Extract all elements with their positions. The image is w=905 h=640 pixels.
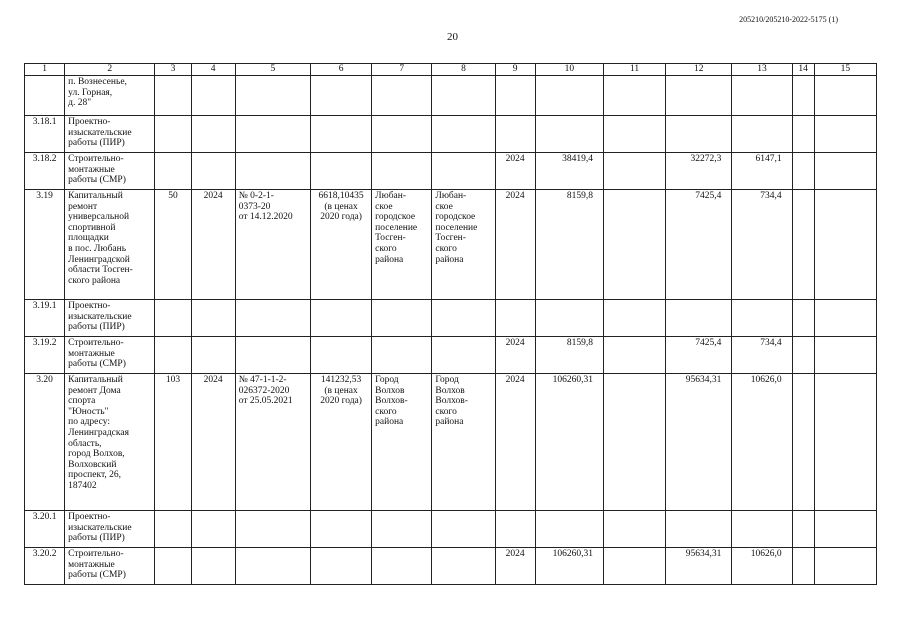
column-header-7: 7 <box>372 64 432 76</box>
table-cell-col-4 <box>191 511 235 548</box>
table-cell-col-11 <box>603 337 665 374</box>
table-cell-col-14 <box>792 300 814 337</box>
table-cell-col-12: 7425,4 <box>666 337 732 374</box>
table-cell-col-7 <box>372 116 432 153</box>
column-header-3: 3 <box>155 64 191 76</box>
table-cell-col-6 <box>310 548 371 585</box>
table-cell-col-12: 7425,4 <box>666 190 732 300</box>
table-cell-col-12 <box>666 116 732 153</box>
table-cell-col-9 <box>495 116 535 153</box>
table-cell-col-14 <box>792 374 814 511</box>
table-cell-col-4 <box>191 337 235 374</box>
table-row <box>25 190 877 300</box>
table-cell-col-2: Строительно- монтажные работы (СМР) <box>65 153 155 190</box>
table-cell-col-1 <box>25 76 65 116</box>
document-id: 205210/205210-2022-5175 (1) <box>739 15 838 24</box>
table-cell-col-1: 3.19 <box>25 190 65 300</box>
table-cell-col-11 <box>603 511 665 548</box>
table-cell-col-8 <box>432 153 495 190</box>
table-cell-col-12 <box>666 511 732 548</box>
column-header-8: 8 <box>432 64 495 76</box>
table-cell-col-1: 3.19.2 <box>25 337 65 374</box>
table-cell-col-13 <box>732 76 792 116</box>
table-cell-col-7 <box>372 300 432 337</box>
table-cell-col-4 <box>191 116 235 153</box>
table-cell-col-14 <box>792 190 814 300</box>
table-cell-col-5 <box>235 300 310 337</box>
header-row <box>25 64 877 76</box>
table-cell-col-3 <box>155 153 191 190</box>
table-cell-col-4 <box>191 548 235 585</box>
table-cell-col-8: Любан- ское городское поселение Тосген- ского района <box>432 190 495 300</box>
data-table <box>24 63 877 585</box>
table-cell-col-8 <box>432 116 495 153</box>
table-cell-col-15 <box>814 548 876 585</box>
table-cell-col-3 <box>155 548 191 585</box>
page-number: 20 <box>447 31 458 43</box>
table-cell-col-5: № 0-2-1- 0373-20 от 14.12.2020 <box>235 190 310 300</box>
table-cell-col-12: 95634,31 <box>666 548 732 585</box>
table-cell-col-14 <box>792 116 814 153</box>
table-cell-col-15 <box>814 511 876 548</box>
table-cell-col-7 <box>372 511 432 548</box>
table-cell-col-13 <box>732 300 792 337</box>
table-cell-col-5 <box>235 153 310 190</box>
table-cell-col-9: 2024 <box>495 548 535 585</box>
table-cell-col-14 <box>792 548 814 585</box>
table-cell-col-9 <box>495 511 535 548</box>
table-cell-col-7 <box>372 548 432 585</box>
table-cell-col-5 <box>235 116 310 153</box>
table-cell-col-13: 734,4 <box>732 337 792 374</box>
table-cell-col-9: 2024 <box>495 153 535 190</box>
table-cell-col-2: Проектно- изыскательские работы (ПИР) <box>65 511 155 548</box>
table-cell-col-5: № 47-1-1-2- 026372-2020 от 25.05.2021 <box>235 374 310 511</box>
table-cell-col-11 <box>603 548 665 585</box>
table-cell-col-15 <box>814 116 876 153</box>
table-cell-col-6 <box>310 116 371 153</box>
column-header-11: 11 <box>603 64 665 76</box>
table-cell-col-9: 2024 <box>495 374 535 511</box>
table-cell-col-5 <box>235 337 310 374</box>
table-cell-col-12 <box>666 300 732 337</box>
table-row <box>25 548 877 585</box>
column-header-1: 1 <box>25 64 65 76</box>
table-cell-col-4 <box>191 153 235 190</box>
column-header-15: 15 <box>814 64 876 76</box>
table-cell-col-14 <box>792 76 814 116</box>
table-cell-col-8 <box>432 76 495 116</box>
table-cell-col-7 <box>372 76 432 116</box>
table-cell-col-4: 2024 <box>191 190 235 300</box>
table-cell-col-3 <box>155 76 191 116</box>
table-cell-col-6 <box>310 300 371 337</box>
table-cell-col-10: 8159,8 <box>535 337 603 374</box>
table-cell-col-4 <box>191 76 235 116</box>
table-cell-col-10 <box>535 511 603 548</box>
table-cell-col-6 <box>310 511 371 548</box>
table-cell-col-9 <box>495 300 535 337</box>
table-cell-col-10: 8159,8 <box>535 190 603 300</box>
table-cell-col-10: 38419,4 <box>535 153 603 190</box>
table-cell-col-10 <box>535 76 603 116</box>
table-cell-col-10: 106260,31 <box>535 548 603 585</box>
table-cell-col-2: Строительно- монтажные работы (СМР) <box>65 548 155 585</box>
table-cell-col-5 <box>235 511 310 548</box>
table-cell-col-1: 3.19.1 <box>25 300 65 337</box>
table-cell-col-13: 10626,0 <box>732 374 792 511</box>
table-cell-col-5 <box>235 76 310 116</box>
table-cell-col-11 <box>603 153 665 190</box>
table-row <box>25 153 877 190</box>
table-cell-col-2: Проектно- изыскательские работы (ПИР) <box>65 116 155 153</box>
table-cell-col-6: 141232,53 (в ценах 2020 года) <box>310 374 371 511</box>
table-cell-col-2: Капитальный ремонт универсальной спортивной площадки в пос. Любань Ленинградской области Тосген- ского района <box>65 190 155 300</box>
table-cell-col-8 <box>432 511 495 548</box>
table-cell-col-4 <box>191 300 235 337</box>
table-cell-col-3 <box>155 116 191 153</box>
table-cell-col-10 <box>535 300 603 337</box>
table-row <box>25 374 877 511</box>
table-cell-col-3 <box>155 300 191 337</box>
table-cell-col-4: 2024 <box>191 374 235 511</box>
table-cell-col-6 <box>310 337 371 374</box>
table-cell-col-9: 2024 <box>495 190 535 300</box>
column-header-5: 5 <box>235 64 310 76</box>
table-cell-col-8: Город Волхов Волхов- ского района <box>432 374 495 511</box>
table-cell-col-6 <box>310 153 371 190</box>
table-cell-col-7 <box>372 337 432 374</box>
table-cell-col-6: 6618,10435 (в ценах 2020 года) <box>310 190 371 300</box>
table-cell-col-15 <box>814 374 876 511</box>
table-cell-col-15 <box>814 190 876 300</box>
table-cell-col-2: Капитальный ремонт Дома спорта "Юность" по адресу: Ленинградская область, город Волхов, Волховский проспект, 26, 187402 <box>65 374 155 511</box>
table-cell-col-11 <box>603 76 665 116</box>
table-cell-col-8 <box>432 548 495 585</box>
table-cell-col-3 <box>155 511 191 548</box>
column-header-12: 12 <box>666 64 732 76</box>
table-cell-col-1: 3.20.1 <box>25 511 65 548</box>
table-cell-col-13: 6147,1 <box>732 153 792 190</box>
table-cell-col-2: Строительно- монтажные работы (СМР) <box>65 337 155 374</box>
table-cell-col-14 <box>792 337 814 374</box>
table-cell-col-5 <box>235 548 310 585</box>
table-cell-col-11 <box>603 374 665 511</box>
table-cell-col-7: Любан- ское городское поселение Тосген- ского района <box>372 190 432 300</box>
table-cell-col-15 <box>814 337 876 374</box>
table-cell-col-2: Проектно- изыскательские работы (ПИР) <box>65 300 155 337</box>
table-row <box>25 300 877 337</box>
table-cell-col-8 <box>432 337 495 374</box>
table-cell-col-10: 106260,31 <box>535 374 603 511</box>
column-header-13: 13 <box>732 64 792 76</box>
table-cell-col-14 <box>792 153 814 190</box>
column-header-9: 9 <box>495 64 535 76</box>
table-cell-col-1: 3.18.2 <box>25 153 65 190</box>
table-cell-col-10 <box>535 116 603 153</box>
table-cell-col-15 <box>814 153 876 190</box>
table-cell-col-15 <box>814 300 876 337</box>
table-cell-col-14 <box>792 511 814 548</box>
table-cell-col-12 <box>666 76 732 116</box>
table-cell-col-3 <box>155 337 191 374</box>
table-cell-col-8 <box>432 300 495 337</box>
table-cell-col-7 <box>372 153 432 190</box>
table-cell-col-12: 32272,3 <box>666 153 732 190</box>
table-cell-col-11 <box>603 116 665 153</box>
table-cell-col-13 <box>732 116 792 153</box>
table-row <box>25 511 877 548</box>
table-cell-col-2: п. Вознесенье, ул. Горная, д. 28" <box>65 76 155 116</box>
table-cell-col-11 <box>603 300 665 337</box>
table-cell-col-1: 3.20 <box>25 374 65 511</box>
table-row <box>25 337 877 374</box>
column-header-4: 4 <box>191 64 235 76</box>
table-row <box>25 116 877 153</box>
table-cell-col-11 <box>603 190 665 300</box>
table-cell-col-1: 3.18.1 <box>25 116 65 153</box>
table-cell-col-9 <box>495 76 535 116</box>
table-cell-col-3: 50 <box>155 190 191 300</box>
table-cell-col-9: 2024 <box>495 337 535 374</box>
column-header-6: 6 <box>310 64 371 76</box>
table-cell-col-7: Город Волхов Волхов- ского района <box>372 374 432 511</box>
table-cell-col-3: 103 <box>155 374 191 511</box>
table-cell-col-1: 3.20.2 <box>25 548 65 585</box>
table-row <box>25 76 877 116</box>
column-header-10: 10 <box>535 64 603 76</box>
table-cell-col-13: 10626,0 <box>732 548 792 585</box>
table-cell-col-13: 734,4 <box>732 190 792 300</box>
table-cell-col-6 <box>310 76 371 116</box>
column-header-2: 2 <box>65 64 155 76</box>
table-cell-col-12: 95634,31 <box>666 374 732 511</box>
table-cell-col-13 <box>732 511 792 548</box>
column-header-14: 14 <box>792 64 814 76</box>
table-cell-col-15 <box>814 76 876 116</box>
